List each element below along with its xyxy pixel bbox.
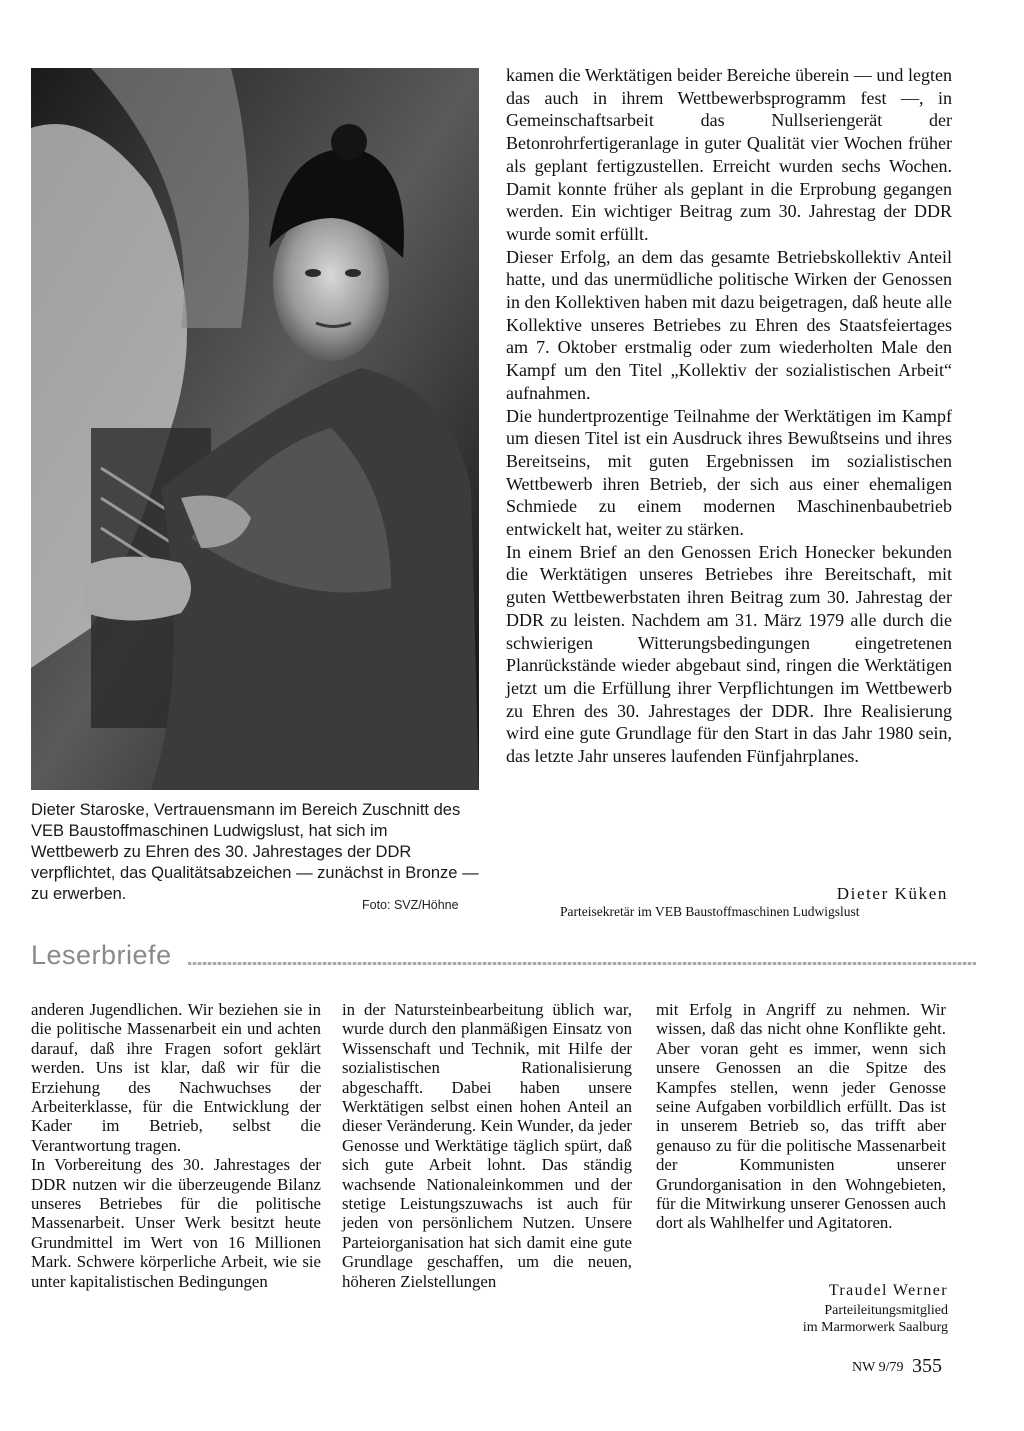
author-name: Dieter Küken bbox=[836, 884, 948, 903]
paragraph: Die hundertprozentige Teilnahme der Werktätigen im Kampf um diesen Titel ist ein Ausdruck ihres Bewußtseins und ihres Bereitseins, mit guten Ergebnissen im sozialistischen Wettbewerb ihren Betrieb, der sich aus einer ehemaligen Schmiede zu einem modernen Maschinenbaubetrieb entwickelt hat, weiter zu stärken. bbox=[506, 405, 952, 540]
paragraph: anderen Jugendlichen. Wir beziehen sie in die politische Massenarbeit ein und achten darauf, daß ihre Fragen sofort geklärt werden. Uns ist klar, daß wir für die Erziehung des Nachwuchses der Arbeiterklasse, für die Entwicklung der Kader im Betrieb, selbst die Verantwortung tragen. bbox=[31, 1000, 321, 1155]
paragraph: Dieser Erfolg, an dem das gesamte Betriebskollektiv Anteil hatte, und das unermüdliche politische Wirken der Genossen in den Kollektiven haben mit dazu beigetragen, daß heute alle Kollektive unseres Betriebes zu Ehren des Staatsfeiertages am 7. Oktober erstmalig oder zum wiederholten Male den Kampf um den Titel „Kollektiv der sozialistischen Arbeit“ aufnahmen. bbox=[506, 246, 952, 403]
photo-credit: Foto: SVZ/Höhne bbox=[362, 898, 459, 912]
paragraph: in der Natursteinbearbeitung üblich war, wurde durch den planmäßigen Einsatz von Wissenschaft und Technik, mit Hilfe der sozialistischen Rationalisierung abgeschafft. Dabei haben unsere Werktätigen selbst einen hohen Anteil an dieser Veränderung. Kein Wunder, da jeder Genosse und Werktätige täglich spürt, daß sich gute Arbeit lohnt. Das ständig wachsende Nationaleinkommen und der stetige Leistungszuwachs ist auch für jeden von persönlichem Nutzen. Unsere Parteiorganisation hat sich damit eine gute Grundlage geschaffen, um die neuen, höheren Zielstellungen bbox=[342, 1000, 632, 1291]
author-role: Parteisekretär im VEB Baustoffmaschinen Ludwigslust bbox=[560, 904, 860, 919]
photo-portrait-icon bbox=[31, 68, 479, 790]
paragraph: kamen die Werktätigen beider Bereiche überein — und legten das auch in ihrem Wettbewerbsprogramm fest —, in Gemeinschaftsarbeit das Nullseriengerät der Betonrohrfertigeranlage in guter Qualität vier Wochen früher als geplant fertigzustellen. Erreicht wurden sechs Wochen. Damit konnte früher als geplant in die Erprobung gegangen werden. Ein wichtiger Beitrag zum 30. Jahrestag der DDR wurde somit erfüllt. bbox=[506, 65, 952, 244]
paragraph: In einem Brief an den Genossen Erich Honecker bekunden die Werktätigen unseres Betriebes ihre Bereitschaft, mit guten Wettbewerbstaten ihren Beitrag zum 30. Jahrestag der DDR zu leisten. Nachdem am 31. März 1979 alle durch die schwierigen Witterungsbedingungen eingetretenen Planrückstände wieder abgebaut sind, ringen die Werktätigen jetzt um die Erfüllung ihrer Verpflichtungen im Wettbewerb zu Ehren des 30. Jahrestages der DDR. Ihre Realisierung wird eine gute Grundlage für den Start in das Jahr 1980 sein, das letzte Jahr unseres laufenden Fünfjahrplanes. bbox=[506, 541, 952, 767]
page-number: 355 bbox=[912, 1355, 942, 1377]
section-heading: Leserbriefe bbox=[31, 940, 172, 970]
section-rule bbox=[188, 962, 976, 965]
issue-label: NW 9/79 bbox=[852, 1360, 904, 1375]
letter-author-name: Traudel Werner bbox=[828, 1282, 948, 1299]
paragraph: In Vorbereitung des 30. Jahrestages der DDR nutzen wir die überzeugende Bilanz unseres Betriebes für die politische Massenarbeit. Unser Werk besitzt heute Grundmittel im Wert von 16 Millionen Mark. Schwere körperliche Arbeit, wie sie unter kapitalistischen Bedingungen bbox=[31, 1155, 321, 1291]
letter-column-1 bbox=[31, 1000, 321, 1291]
worker-photo bbox=[31, 68, 479, 790]
article-right-column bbox=[506, 64, 952, 768]
paragraph: mit Erfolg in Angriff zu nehmen. Wir wissen, daß das nicht ohne Konflikte geht. Aber voran geht es immer, wenn sich unsere Genossen an die Spitze des Kampfes stellen, wenn jeder Genosse seine Aufgaben vorbildlich erfüllt. Das ist in unserem Betrieb so, das trifft aber genauso zu für die politische Massenarbeit der Kommunisten unserer Grundorganisation in den Wohngebieten, für die Mitwirkung unserer Genossen auch dort als Wahlhelfer und Agitatoren. bbox=[656, 1000, 946, 1233]
letter-column-2 bbox=[342, 1000, 632, 1291]
letter-column-3 bbox=[656, 1000, 946, 1233]
letter-author-role bbox=[803, 1302, 948, 1336]
photo-caption: Dieter Staroske, Vertrauensmann im Bereich Zuschnitt des VEB Baustoffmaschinen Ludwigslust, hat sich im Wettbewerb zu Ehren des 30. Jahrestages der DDR verpflichtet, das Qualitätsabzeichen — zunächst in Bronze — zu erwerben. bbox=[31, 801, 479, 903]
letter-author-role-line: Parteileitungsmitglied bbox=[824, 1303, 948, 1318]
letter-author-role-line: im Marmorwerk Saalburg bbox=[802, 1320, 948, 1335]
